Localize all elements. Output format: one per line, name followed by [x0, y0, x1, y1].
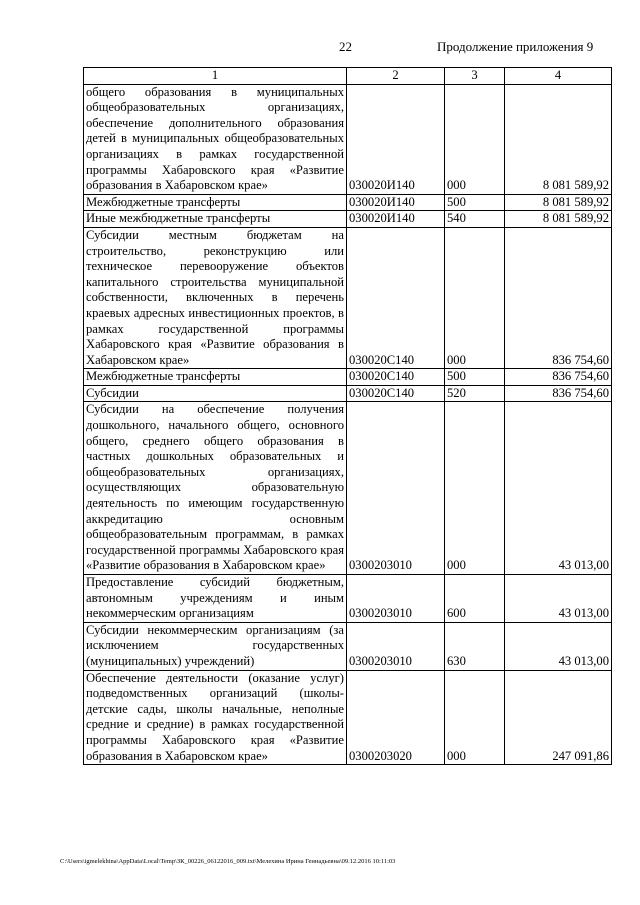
column-number: 2: [347, 68, 445, 85]
row-expense-type: 000: [445, 402, 505, 575]
row-sum: 247 091,86: [505, 670, 612, 765]
row-expense-type: 600: [445, 575, 505, 623]
column-number: 1: [84, 68, 347, 85]
row-name: Субсидии некоммерческим организациям (за исключением государственных (муниципальных) учреждений): [84, 622, 347, 670]
row-sum: 836 754,60: [505, 369, 612, 386]
table-row: [84, 194, 612, 211]
row-name: Иные межбюджетные трансферты: [84, 211, 347, 228]
row-name: Субсидии местным бюджетам на строительство, реконструкцию или техническое перевооружение объектов капитального строительства муниципальной собственности, включенных в перечень краевых адресных инвестиционных проектов, в рамках государственной программы Хабаровского края «Развитие образования в Хабаровском крае»: [84, 227, 347, 368]
row-sum: 836 754,60: [505, 385, 612, 402]
row-name: Межбюджетные трансферты: [84, 194, 347, 211]
row-expense-type: 540: [445, 211, 505, 228]
row-sum: 43 013,00: [505, 622, 612, 670]
row-code: 030020И140: [347, 211, 445, 228]
column-number: 3: [445, 68, 505, 85]
row-sum: 43 013,00: [505, 575, 612, 623]
row-sum: 8 081 589,92: [505, 211, 612, 228]
row-code: 0300203010: [347, 575, 445, 623]
row-name: Обеспечение деятельности (оказание услуг) подведомственных организаций (школы-детские сады, школы начальные, неполные средние и средние) в рамках государственной программы Хабаровского края «Развитие образования в Хабаровском крае»: [84, 670, 347, 765]
table-row: [84, 211, 612, 228]
row-code: 030020И140: [347, 194, 445, 211]
row-expense-type: 000: [445, 84, 505, 194]
table-row: [84, 227, 612, 368]
table-row: [84, 385, 612, 402]
column-number: 4: [505, 68, 612, 85]
row-expense-type: 630: [445, 622, 505, 670]
row-expense-type: 500: [445, 194, 505, 211]
row-name: Субсидии на обеспечение получения дошкольного, начального общего, основного общего, среднего общего образования в частных дошкольных образовательных и общеобразовательных организациях, осуществляющих образовательную деятельность по имеющим государственную аккредитацию основным общеобразовательным программам, в рамках государственной программы Хабаровского края «Развитие образования в Хабаровском крае»: [84, 402, 347, 575]
row-code: 0300203020: [347, 670, 445, 765]
page-number: 22: [339, 39, 352, 54]
row-code: 030020И140: [347, 84, 445, 194]
row-expense-type: 000: [445, 227, 505, 368]
row-expense-type: 000: [445, 670, 505, 765]
row-sum: 836 754,60: [505, 227, 612, 368]
table-row: [84, 369, 612, 386]
row-code: 030020С140: [347, 227, 445, 368]
table-row: [84, 622, 612, 670]
row-sum: 43 013,00: [505, 402, 612, 575]
continuation-label: Продолжение приложения 9: [437, 39, 594, 54]
table-row: [84, 575, 612, 623]
budget-table: [83, 67, 612, 765]
row-name: Межбюджетные трансферты: [84, 369, 347, 386]
table-row: [84, 84, 612, 194]
row-expense-type: 520: [445, 385, 505, 402]
row-code: 0300203010: [347, 622, 445, 670]
table-row: [84, 402, 612, 575]
row-name: общего образования в муниципальных общеобразовательных организациях, обеспечение дополнительного образования детей в муниципальных общеобразовательных организациях в рамках государственной программы Хабаровского края «Развитие образования в Хабаровском крае»: [84, 84, 347, 194]
row-sum: 8 081 589,92: [505, 194, 612, 211]
row-name: Субсидии: [84, 385, 347, 402]
row-code: 030020С140: [347, 385, 445, 402]
row-name: Предоставление субсидий бюджетным, автономным учреждениям и иным некоммерческим организациям: [84, 575, 347, 623]
file-path-footer: C:\Users\igmelekhina\AppData\Local\Temp\ЗК_00226_06122016_009.txt\Мелехина Ирина Геннадьевна\09.12.2016 10:11:03: [60, 858, 396, 865]
row-sum: 8 081 589,92: [505, 84, 612, 194]
row-expense-type: 500: [445, 369, 505, 386]
row-code: 030020С140: [347, 369, 445, 386]
table-row: [84, 670, 612, 765]
row-code: 0300203010: [347, 402, 445, 575]
column-number-row: [84, 68, 612, 85]
